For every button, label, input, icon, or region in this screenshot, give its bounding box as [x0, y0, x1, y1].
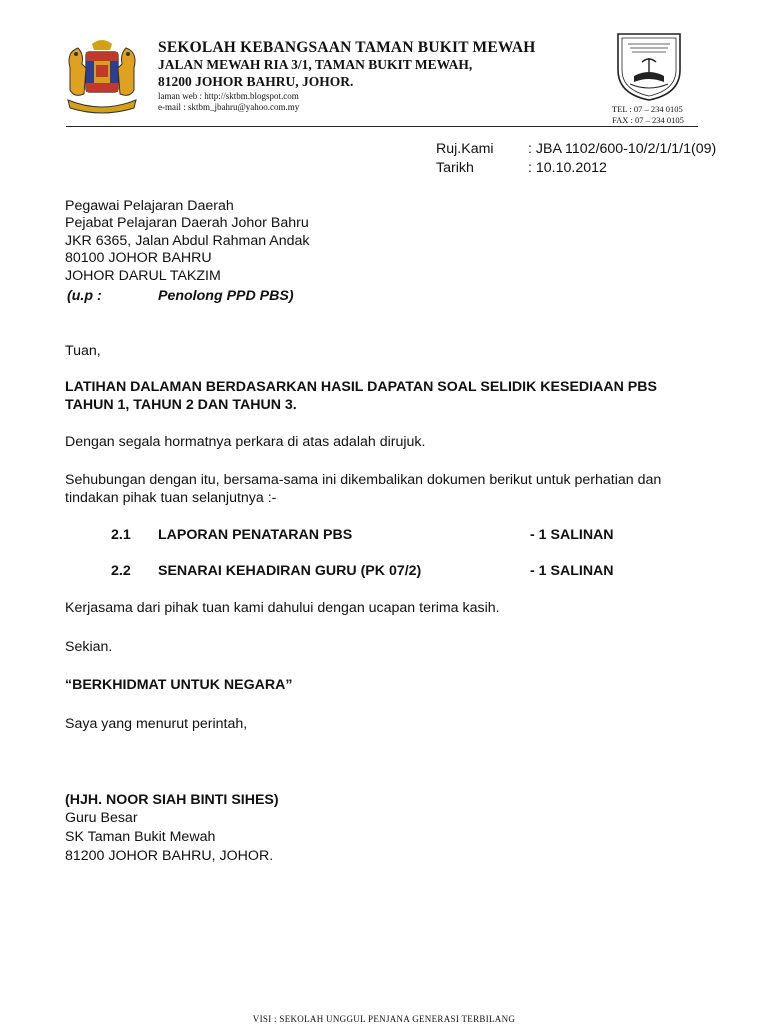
up-label: (u.p :: [67, 288, 102, 304]
paragraph-2-line2: tindakan pihak tuan selanjutnya :-: [65, 490, 277, 506]
recipient-line5: JOHOR DARUL TAKZIM: [65, 268, 221, 284]
school-address-line1: JALAN MEWAH RIA 3/1, TAMAN BUKIT MEWAH,: [158, 57, 473, 72]
signatory-title: Guru Besar: [65, 810, 138, 826]
recipient-line1: Pegawai Pelajaran Daerah: [65, 198, 234, 214]
item-text: SENARAI KEHADIRAN GURU (PK 07/2): [158, 563, 422, 579]
paragraph-2-line1: Sehubungan dengan itu, bersama-sama ini dikembalikan dokumen berikut untuk perhatian dan: [65, 472, 662, 488]
school-website: laman web : http://sktbm.blogspot.com: [158, 91, 299, 101]
footer-vision: VISI : SEKOLAH UNGGUL PENJANA GENERASI TERBILANG: [252, 1014, 516, 1024]
motto: “BERKHIDMAT UNTUK NEGARA”: [65, 677, 293, 693]
paragraph-3: Kerjasama dari pihak tuan kami dahului dengan ucapan terima kasih.: [65, 600, 500, 616]
school-badge-icon: [612, 30, 686, 102]
item-number: 2.1: [111, 527, 131, 543]
salutation: Tuan,: [65, 343, 101, 359]
tarikh-value: : 10.10.2012: [528, 160, 607, 176]
up-value: Penolong PPD PBS): [158, 288, 294, 304]
recipient-line3: JKR 6365, Jalan Abdul Rahman Andak: [65, 233, 310, 249]
school-address-line2: 81200 JOHOR BAHRU, JOHOR.: [158, 74, 354, 89]
subject-line1: LATIHAN DALAMAN BERDASARKAN HASIL DAPATAN SOAL SELIDIK KESEDIAAN PBS: [65, 379, 657, 395]
item-quantity: - 1 SALINAN: [530, 563, 614, 579]
tarikh-label: Tarikh: [436, 160, 474, 176]
item-number: 2.2: [111, 563, 131, 579]
signatory-school: SK Taman Bukit Mewah: [65, 829, 216, 845]
recipient-line2: Pejabat Pelajaran Daerah Johor Bahru: [65, 215, 309, 231]
ruj-label: Ruj.Kami: [436, 141, 494, 157]
paragraph-1: Dengan segala hormatnya perkara di atas adalah dirujuk.: [65, 434, 426, 450]
item-quantity: - 1 SALINAN: [530, 527, 614, 543]
letterhead-divider: [66, 126, 698, 127]
ruj-value: : JBA 1102/600-10/2/1/1/1(09): [528, 141, 717, 157]
school-email: e-mail : sktbm_jbahru@yahoo.com.my: [158, 102, 300, 112]
school-tel: TEL : 07 – 234 0105: [612, 104, 683, 114]
recipient-line4: 80100 JOHOR BAHRU: [65, 250, 212, 266]
subject-line2: TAHUN 1, TAHUN 2 DAN TAHUN 3.: [65, 397, 297, 413]
item-text: LAPORAN PENATARAN PBS: [158, 527, 353, 543]
signoff: Saya yang menurut perintah,: [65, 716, 248, 732]
closing: Sekian.: [65, 639, 113, 655]
school-fax: FAX : 07 – 234 0105: [612, 115, 684, 125]
school-name: SEKOLAH KEBANGSAAN TAMAN BUKIT MEWAH: [158, 39, 536, 56]
signatory-name: (HJH. NOOR SIAH BINTI SIHES): [65, 792, 279, 808]
malaysia-coat-of-arms-icon: [62, 38, 142, 116]
signatory-address: 81200 JOHOR BAHRU, JOHOR.: [65, 848, 274, 864]
